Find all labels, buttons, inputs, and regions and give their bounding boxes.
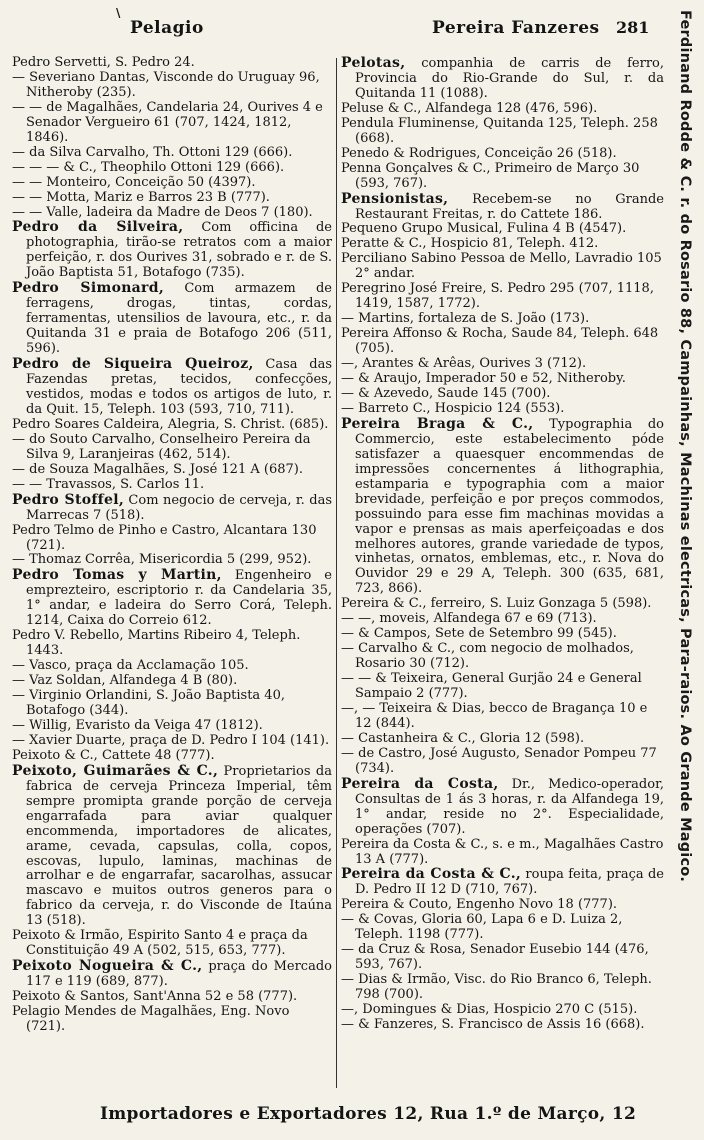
entry-text: Com officina de photographia, tirão-se retratos com a maior perfeição, r. dos Ourives 31, sobrado e r. de S. João Baptista 51, Botafogo (735). xyxy=(26,220,332,281)
entry-text: Pedro V. Rebello, Martins Ribeiro 4, Teleph. 1443. xyxy=(12,628,301,659)
entry-text: — Vaz Soldan, Alfandega 4 B (80). xyxy=(12,673,238,689)
entry-text: Com armazem de ferragens, drogas, tintas, cordas, ferramentas, utensilios de lavoura, etc., r. da Quitanda 31 e praia de Botafogo 206 (511, 596). xyxy=(26,281,332,357)
directory-entry xyxy=(341,627,664,642)
entry-name: Pedro de Siqueira Queiroz, xyxy=(12,356,254,373)
column-divider xyxy=(336,58,337,1088)
directory-entry xyxy=(12,524,332,554)
entry-text: Pedro Servetti, S. Pedro 24. xyxy=(12,56,195,70)
directory-entry xyxy=(341,372,664,387)
directory-entry xyxy=(341,237,664,252)
directory-entry xyxy=(341,898,664,913)
entry-text: Casa das Fazendas pretas, tecidos, confecções, vestidos, modas e todos os artigos de luto, r. da Quit. 15, Teleph. 103 (593, 710, 711). xyxy=(26,357,332,417)
entry-name: Pedro Tomas y Martin, xyxy=(12,567,222,584)
page-number: 281 xyxy=(616,18,650,37)
entry-text: Peratte & C., Hospicio 81, Teleph. 412. xyxy=(341,236,599,252)
entry-text: — Severiano Dantas, Visconde do Uruguay 96, Nitheroby (235). xyxy=(12,69,320,100)
directory-entry xyxy=(341,282,664,312)
directory-entry xyxy=(12,478,332,493)
directory-entry xyxy=(12,764,332,929)
directory-entry xyxy=(12,674,332,689)
directory-entry xyxy=(341,252,664,282)
directory-entry xyxy=(341,222,664,237)
directory-entry xyxy=(12,493,332,524)
entry-text: Penedo & Rodrigues, Conceição 26 (518). xyxy=(341,145,617,161)
directory-entry xyxy=(341,102,664,117)
entry-text: Penna Gonçalves & C., Primeiro de Março 30 (593, 767). xyxy=(341,160,640,191)
entry-text: — Vasco, praça da Acclamação 105. xyxy=(12,658,249,674)
entry-text: — Martins, fortaleza de S. João (173). xyxy=(341,311,590,327)
directory-entry xyxy=(341,838,664,868)
entry-name: Peixoto, Guimarães & C., xyxy=(12,762,219,779)
entry-text: Peixoto & Santos, Sant'Anna 52 e 58 (777). xyxy=(12,989,298,1005)
directory-entry xyxy=(341,747,664,777)
entry-text: companhia de carris de ferro, Provincia do Rio-Grande do Sul, r. da Quitanda 11 (1088). xyxy=(355,56,664,101)
directory-entry xyxy=(341,162,664,192)
entry-text: Pereira & C., ferreiro, S. Luiz Gonzaga 5 (598). xyxy=(341,596,652,612)
directory-entry xyxy=(12,101,332,146)
entry-text: — Virginio Orlandini, S. João Baptista 40, Botafogo (344). xyxy=(12,688,285,718)
entry-text: — de Castro, José Augusto, Senador Pompeu 77 (734). xyxy=(341,745,657,776)
directory-entry xyxy=(341,117,664,147)
directory-entry xyxy=(12,418,332,433)
entry-text: Pedro Telmo de Pinho e Castro, Alcantara 130 (721). xyxy=(12,522,317,553)
entry-text: — Thomaz Corrêa, Misericordia 5 (299, 952). xyxy=(12,552,312,568)
entry-name: Pelotas, xyxy=(341,56,406,71)
entry-text: Pereira Affonso & Rocha, Saude 84, Teleph. 648 (705). xyxy=(341,326,659,357)
entry-text: — Willig, Evaristo da Veiga 47 (1812). xyxy=(12,717,263,733)
entry-text: Pequeno Grupo Musical, Fulina 4 B (4547). xyxy=(341,221,627,237)
directory-entry xyxy=(341,672,664,702)
directory-entry xyxy=(12,568,332,629)
directory-entry xyxy=(12,553,332,568)
header-left-title: \ Pelagio xyxy=(130,18,204,38)
directory-entry xyxy=(341,642,664,672)
entry-text: — Dias & Irmão, Visc. do Rio Branco 6, Teleph. 798 (700). xyxy=(341,972,652,1003)
entry-text: — da Cruz & Rosa, Senador Eusebio 144 (476, 593, 767). xyxy=(341,942,649,973)
directory-entry xyxy=(12,1005,332,1035)
entry-text: — Barreto C., Hospicio 124 (553). xyxy=(341,400,565,416)
entry-text: — Carvalho & C., com negocio de molhados, Rosario 30 (712). xyxy=(341,641,634,672)
entry-text: — — de Magalhães, Candelaria 24, Ourives 4 e Senador Vergueiro 61 (707, 1424, 1812, 1846). xyxy=(12,99,323,145)
entry-text: — — Valle, ladeira da Madre de Deos 7 (180). xyxy=(12,204,313,220)
directory-entry xyxy=(12,56,332,71)
entry-text: —, Domingues & Dias, Hospicio 270 C (515). xyxy=(341,1002,638,1018)
directory-entry xyxy=(12,463,332,478)
entry-text: Pedro Soares Caldeira, Alegria, S. Christ. (685). xyxy=(12,416,329,432)
directory-entry xyxy=(12,749,332,764)
directory-entry xyxy=(12,281,332,357)
entry-text: —, Arantes & Arêas, Ourives 3 (712). xyxy=(341,356,587,372)
entry-text: — — Motta, Mariz e Barros 23 B (777). xyxy=(12,189,270,205)
directory-entry xyxy=(341,597,664,612)
side-advert-text: Ferdinand Rodde & C. r. do Rosario 88, Campainhas, Machinas electricas, Para-raios. Ao Grande Magico. xyxy=(677,10,693,883)
entry-text: — Castanheira & C., Gloria 12 (598). xyxy=(341,730,585,746)
entry-text: Typographia do Commercio, este estabelecimento póde satisfazer a quaesquer encommendas de impressões concernentes á lithographia, estamparia e typographia com a maior brevidade, perfeição e por preços commodos, possuindo para esse fim machinas movidas a vapor e prensas as mais aperfeiçoadas e dos melhores autores, grande variedade de typos, vinhetas, ornatos, emblemas, etc., r. Nova do Ouvidor 29 e 29 A, Teleph. 300 (635, 681, 723, 866). xyxy=(355,416,664,597)
directory-entry xyxy=(12,990,332,1005)
directory-entry xyxy=(12,959,332,990)
entry-text: — da Silva Carvalho, Th. Ottoni 129 (666). xyxy=(12,144,293,160)
directory-entry xyxy=(12,357,332,418)
page-footer: Importadores e Exportadores 12, Rua 1.º de Março, 12 xyxy=(100,1104,637,1124)
header-right-title: Pereira Fanzeres xyxy=(432,18,600,38)
entry-name: Pensionistas, xyxy=(341,190,449,207)
page-header xyxy=(12,12,662,46)
directory-entry xyxy=(12,659,332,674)
directory-entry xyxy=(12,629,332,659)
entry-text: — — Travassos, S. Carlos 11. xyxy=(12,476,205,492)
directory-entry xyxy=(12,433,332,463)
entry-name: Pereira da Costa & C., xyxy=(341,866,522,883)
directory-entry xyxy=(12,689,332,719)
directory-entry xyxy=(12,734,332,749)
entry-text: — — Monteiro, Conceição 50 (4397). xyxy=(12,174,256,190)
entry-text: Com negocio de cerveja, r. das Marrecas 7 (518). xyxy=(26,492,332,523)
directory-entry xyxy=(341,867,664,898)
directory-entry xyxy=(341,402,664,417)
entry-name: Pedro da Silveira, xyxy=(12,219,184,236)
directory-entry xyxy=(341,702,664,732)
directory-entry xyxy=(12,929,332,959)
entry-name: Pereira da Costa, xyxy=(341,775,499,792)
entry-name: Pedro Stoffel, xyxy=(12,491,124,508)
directory-entry xyxy=(12,71,332,101)
entry-text: — & Campos, Sete de Setembro 99 (545). xyxy=(341,626,617,642)
entry-text: Engenheiro e emprezteiro, escriptorio r. da Candelaria 35, 1° andar, e ladeira do Serro Corá, Teleph. 1214, Caixa do Correio 612. xyxy=(26,568,332,629)
entry-text: Pereira da Costa & C., s. e m., Magalhães Castro 13 A (777). xyxy=(341,836,664,867)
entry-name: Pedro Simonard, xyxy=(12,280,164,297)
directory-entry xyxy=(12,220,332,281)
right-column xyxy=(341,56,664,1091)
directory-entry xyxy=(341,312,664,327)
directory-entry xyxy=(341,147,664,162)
entry-text: Peixoto & Irmão, Espirito Santo 4 e praça da Constituição 49 A (502, 515, 653, 777). xyxy=(12,928,308,959)
entry-name: Pereira Braga & C., xyxy=(341,415,534,432)
directory-entry xyxy=(12,206,332,221)
entry-text: Perciliano Sabino Pessoa de Mello, Lavradio 105 2° andar. xyxy=(341,251,662,282)
entry-text: Dr., Medico-operador, Consultas de 1 ás 3 horas, r. da Alfandega 19, 1° andar, reside no 2°. Especialidade, operações (707). xyxy=(355,776,664,837)
entry-text: Peixoto & C., Cattete 48 (777). xyxy=(12,747,215,763)
entry-text: — & Covas, Gloria 60, Lapa 6 e D. Luiza 2, Teleph. 1198 (777). xyxy=(341,912,623,943)
directory-entry xyxy=(341,973,664,1003)
directory-entry xyxy=(341,192,664,223)
directory-entry xyxy=(341,357,664,372)
directory-entry xyxy=(341,417,664,597)
entry-text: — & Araujo, Imperador 50 e 52, Nitheroby. xyxy=(341,371,626,387)
entry-text: roupa feita, praça de D. Pedro II 12 D (710, 767). xyxy=(355,867,664,898)
directory-entry xyxy=(12,191,332,206)
directory-entry xyxy=(341,777,664,838)
directory-entry xyxy=(12,176,332,191)
entry-text: — de Souza Magalhães, S. José 121 A (687). xyxy=(12,461,303,477)
entry-text: —, — Teixeira & Dias, becco de Bragança 10 e 12 (844). xyxy=(341,700,648,731)
directory-entry xyxy=(341,913,664,943)
entry-text: — —, moveis, Alfandega 67 e 69 (713). xyxy=(341,611,597,627)
entry-text: — & Azevedo, Saude 145 (700). xyxy=(341,385,551,401)
entry-text: Proprietarios da fabrica de cerveja Princeza Imperial, têm sempre promipta grande porção de cerveja engarrafada para aviar qualquer encommenda, importadores de alicates, arame, cevada, capsulas, colla, copos, escovas, lupulo, laminas, machinas de arrolhar e de engarrafar, sacarolhas, assucar mascavo e muitos outros generos para o fabrico da cerveja, r. do Visconde de Itaúna 13 (518). xyxy=(26,763,332,929)
directory-entry xyxy=(341,56,664,102)
entry-text: — — & Teixeira, General Gurjão 24 e General Sampaio 2 (777). xyxy=(341,671,642,702)
entry-text: Pelagio Mendes de Magalhães, Eng. Novo (721). xyxy=(12,1004,290,1034)
directory-entry xyxy=(12,161,332,176)
directory-entry xyxy=(341,1018,664,1033)
directory-entry xyxy=(341,327,664,357)
directory-entry xyxy=(341,387,664,402)
directory-entry xyxy=(12,146,332,161)
entry-text: Peregrino José Freire, S. Pedro 295 (707, 1118, 1419, 1587, 1772). xyxy=(341,281,654,312)
side-advert-strip xyxy=(668,10,702,1090)
entry-text: — Xavier Duarte, praça de D. Pedro I 104 (141). xyxy=(12,732,330,748)
directory-entry xyxy=(341,943,664,973)
entry-text: Peluse & C., Alfandega 128 (476, 596). xyxy=(341,100,598,116)
entry-name: Peixoto Nogueira & C., xyxy=(12,958,203,975)
directory-entry xyxy=(341,612,664,627)
directory-entry xyxy=(341,1003,664,1018)
entry-text: — & Fanzeres, S. Francisco de Assis 16 (668). xyxy=(341,1017,645,1032)
entry-text: — — — & C., Theophilo Ottoni 129 (666). xyxy=(12,159,285,175)
entry-text: — do Souto Carvalho, Conselheiro Pereira da Silva 9, Laranjeiras (462, 514). xyxy=(12,431,311,462)
entry-text: praça do Mercado 117 e 119 (689, 877). xyxy=(26,959,332,990)
directory-entry xyxy=(341,732,664,747)
left-column xyxy=(12,56,332,1091)
entry-text: Recebem-se no Grande Restaurant Freitas, r. do Cattete 186. xyxy=(355,191,664,222)
entry-text: Pereira & Couto, Engenho Novo 18 (777). xyxy=(341,897,618,913)
directory-entry xyxy=(12,719,332,734)
entry-text: Pendula Fluminense, Quitanda 125, Teleph. 258 (668). xyxy=(341,115,658,146)
